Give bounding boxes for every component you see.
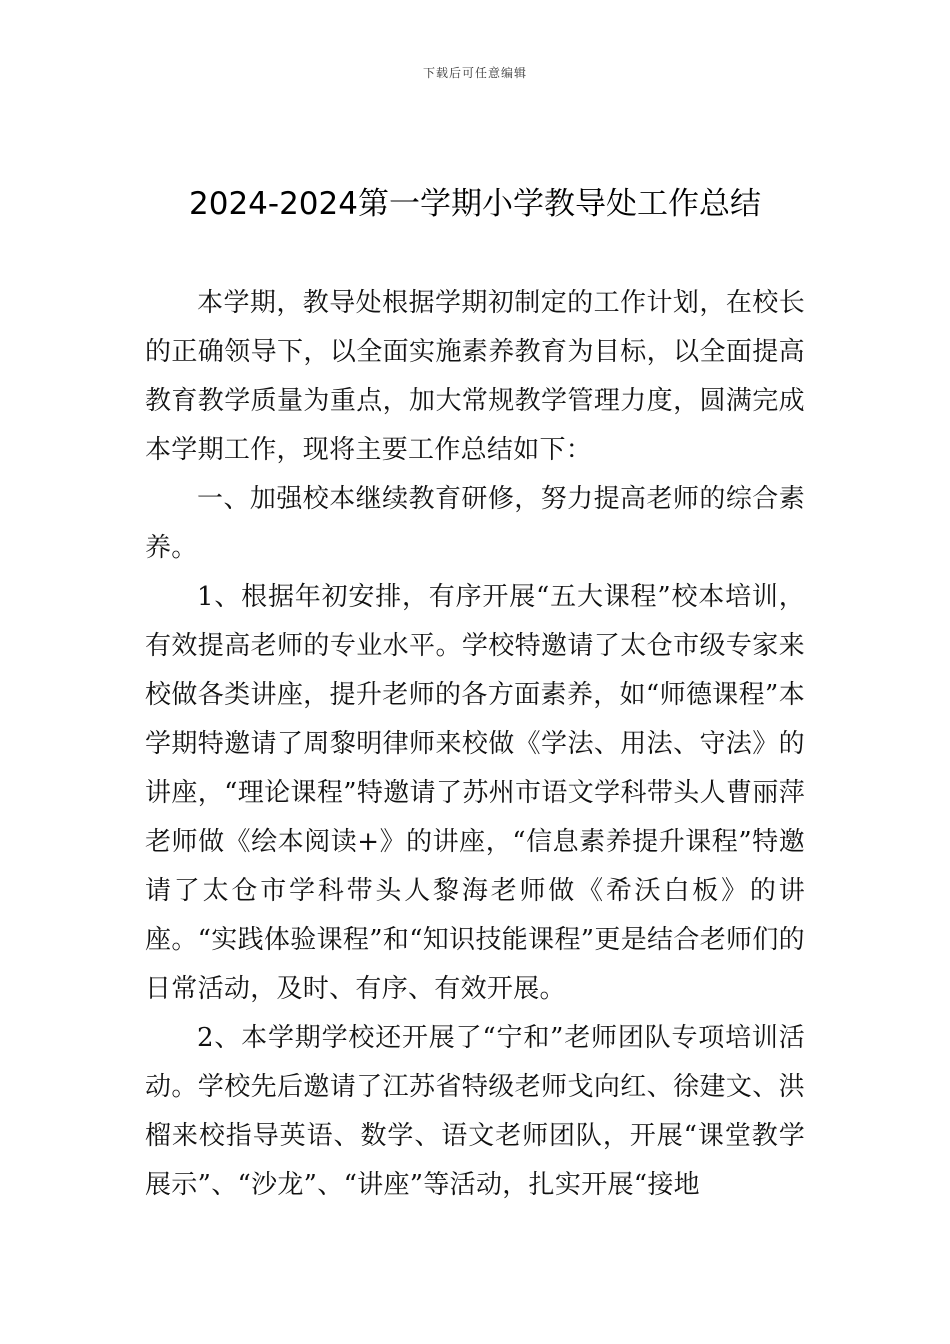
paragraph-item-1: 1、根据年初安排，有序开展“五大课程”校本培训，有效提高老师的专业水平。学校特邀请了太仓市级专家来校做各类讲座，提升老师的各方面素养，如“师德课程”本学期特邀请了周黎明律师来校做《学法、用法、守法》的讲座，“理论课程”特邀请了苏州市语文学科带头人曹丽萍老师做《绘本阅读+》的讲座，“信息素养提升课程”特邀请了太仓市学科带头人黎海老师做《希沃白板》的讲座。“实践体验课程”和“知识技能课程”更是结合老师们的日常活动，及时、有序、有效开展。 xyxy=(145,582,805,1004)
header-note: 下载后可任意编辑 xyxy=(422,66,527,80)
document-title: 2024-2024第一学期小学教导处工作总结 xyxy=(189,186,761,222)
section-heading-1: 一、加强校本继续教育研修，努力提高老师的综合素养。 xyxy=(145,484,805,563)
paragraph-item-2: 2、本学期学校还开展了“宁和”老师团队专项培训活动。学校先后邀请了江苏省特级老师戈向红、徐建文、洪榴来校指导英语、数学、语文老师团队，开展“课堂教学展示”、“沙龙”、“讲座”等活动，扎实开展“接地 xyxy=(145,1023,805,1200)
paragraph-intro: 本学期，教导处根据学期初制定的工作计划，在校长的正确领导下，以全面实施素养教育为目标，以全面提高教育教学质量为重点，加大常规教学管理力度，圆满完成本学期工作，现将主要工作总结如下： xyxy=(145,288,805,465)
document-body xyxy=(145,279,805,1210)
